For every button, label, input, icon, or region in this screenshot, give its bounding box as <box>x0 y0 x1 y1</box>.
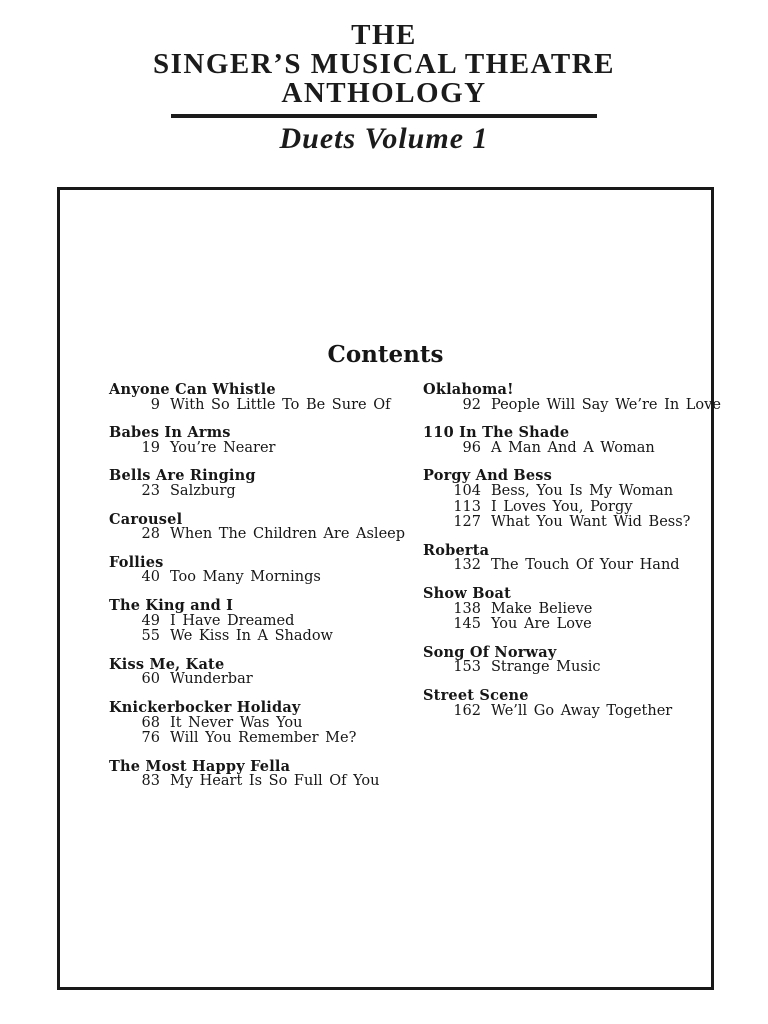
contents-column-left <box>109 382 423 802</box>
song-page-number: 127 <box>453 514 481 531</box>
song-page-number: 104 <box>453 482 481 499</box>
song-title: You Are Love <box>491 616 592 633</box>
song-page-number: 40 <box>141 569 160 586</box>
song-title: We Kiss In A Shadow <box>170 628 333 645</box>
song-page-number: 49 <box>141 612 160 629</box>
masthead-line-1: THE <box>351 19 417 51</box>
show-title: 110 In The Shade <box>423 424 570 442</box>
show-group <box>109 468 423 499</box>
volume-subtitle: Duets Volume 1 <box>279 122 489 155</box>
song-page-number: 92 <box>462 396 481 413</box>
show-group <box>109 382 423 413</box>
show-title: Porgy And Bess <box>423 467 553 485</box>
song-list <box>423 398 721 414</box>
song-title: My Heart Is So Full Of You <box>170 773 380 790</box>
show-group <box>109 700 423 747</box>
song-list <box>423 484 721 531</box>
show-group <box>423 382 721 413</box>
song-list <box>423 441 721 457</box>
song-row <box>423 484 721 500</box>
song-title: Make Believe <box>491 600 593 617</box>
song-row <box>423 515 721 531</box>
show-title: Anyone Can Whistle <box>109 381 276 398</box>
song-title: I Loves You, Porgy <box>491 498 633 515</box>
song-title: Wunderbar <box>170 671 253 688</box>
song-row <box>109 731 423 747</box>
song-list <box>109 614 423 645</box>
show-title: The King and I <box>109 596 234 614</box>
song-row <box>423 398 721 414</box>
contents-columns <box>60 381 721 802</box>
show-group <box>423 645 721 676</box>
song-list <box>423 660 721 676</box>
contents-box <box>57 187 721 990</box>
song-list <box>423 602 721 633</box>
show-group <box>109 512 423 543</box>
show-title: The Most Happy Fella <box>109 757 291 775</box>
show-title: Show Boat <box>423 584 512 602</box>
song-page-number: 132 <box>453 557 481 574</box>
contents-column-right <box>423 382 721 802</box>
song-row <box>109 441 423 457</box>
song-page-number: 145 <box>453 616 481 633</box>
show-group <box>423 543 721 574</box>
song-title: The Touch Of Your Hand <box>491 557 680 574</box>
song-list <box>109 716 423 747</box>
song-page-number: 96 <box>462 439 481 456</box>
song-row <box>109 629 423 645</box>
song-page-number: 153 <box>453 659 481 676</box>
song-row <box>109 672 423 688</box>
show-title: Street Scene <box>423 686 529 704</box>
song-list <box>423 558 721 574</box>
show-title: Knickerbocker Holiday <box>109 698 301 716</box>
song-page-number: 162 <box>453 702 481 719</box>
show-group <box>109 759 423 790</box>
song-title: Strange Music <box>491 659 601 676</box>
song-row <box>423 558 721 574</box>
show-group <box>423 468 721 530</box>
song-title: Bess, You Is My Woman <box>491 482 674 499</box>
song-title: People Will Say We’re In Love <box>491 396 721 413</box>
song-title: Too Many Mornings <box>170 569 321 586</box>
song-title: I Have Dreamed <box>170 612 295 629</box>
masthead-line-2: SINGER’S MUSICAL THEATRE <box>153 48 615 80</box>
song-row <box>109 484 423 500</box>
song-title: When The Children Are Asleep <box>170 526 406 543</box>
song-title: A Man And A Woman <box>491 439 655 456</box>
show-group <box>423 425 721 456</box>
song-list <box>109 484 423 500</box>
song-page-number: 68 <box>141 714 160 731</box>
show-group <box>423 688 721 719</box>
show-title: Carousel <box>109 510 183 528</box>
song-page-number: 55 <box>141 628 160 645</box>
song-page-number: 83 <box>141 773 160 790</box>
masthead-line-3: ANTHOLOGY <box>281 77 487 109</box>
show-group <box>109 598 423 645</box>
song-row <box>423 660 721 676</box>
show-group <box>109 657 423 688</box>
song-title: Salzburg <box>170 482 236 499</box>
song-row <box>109 527 423 543</box>
song-row <box>109 774 423 790</box>
song-title: We’ll Go Away Together <box>491 702 673 719</box>
song-page-number: 23 <box>141 482 160 499</box>
song-row <box>109 614 423 630</box>
show-title: Follies <box>109 553 164 571</box>
show-title: Song Of Norway <box>423 643 557 661</box>
song-row <box>109 398 423 414</box>
song-page-number: 138 <box>453 600 481 617</box>
song-row <box>109 716 423 732</box>
song-row <box>109 570 423 586</box>
song-list <box>109 672 423 688</box>
song-title: You’re Nearer <box>170 439 276 456</box>
song-row <box>423 441 721 457</box>
song-title: What You Want Wid Bess? <box>491 514 691 531</box>
song-list <box>109 570 423 586</box>
song-list <box>109 774 423 790</box>
show-title: Kiss Me, Kate <box>109 655 225 673</box>
song-page-number: 28 <box>141 526 160 543</box>
show-group <box>423 586 721 633</box>
masthead <box>0 0 768 155</box>
song-list <box>423 704 721 720</box>
song-row <box>423 704 721 720</box>
song-list <box>109 398 423 414</box>
song-row <box>423 602 721 618</box>
song-title: Will You Remember Me? <box>170 730 357 747</box>
song-page-number: 113 <box>453 498 481 515</box>
show-title: Bells Are Ringing <box>109 467 256 485</box>
show-group <box>109 555 423 586</box>
song-page-number: 9 <box>150 396 160 413</box>
song-list <box>109 441 423 457</box>
show-title: Roberta <box>423 541 490 559</box>
masthead-rule <box>171 114 597 118</box>
song-title: With So Little To Be Sure Of <box>170 396 391 413</box>
show-title: Oklahoma! <box>423 381 514 398</box>
contents-heading: Contents <box>327 341 444 368</box>
show-title: Babes In Arms <box>109 424 231 442</box>
show-group <box>109 425 423 456</box>
song-page-number: 19 <box>141 439 160 456</box>
song-page-number: 76 <box>141 730 160 747</box>
song-row <box>423 500 721 516</box>
song-row <box>423 617 721 633</box>
song-list <box>109 527 423 543</box>
song-title: It Never Was You <box>170 714 303 731</box>
song-page-number: 60 <box>141 671 160 688</box>
